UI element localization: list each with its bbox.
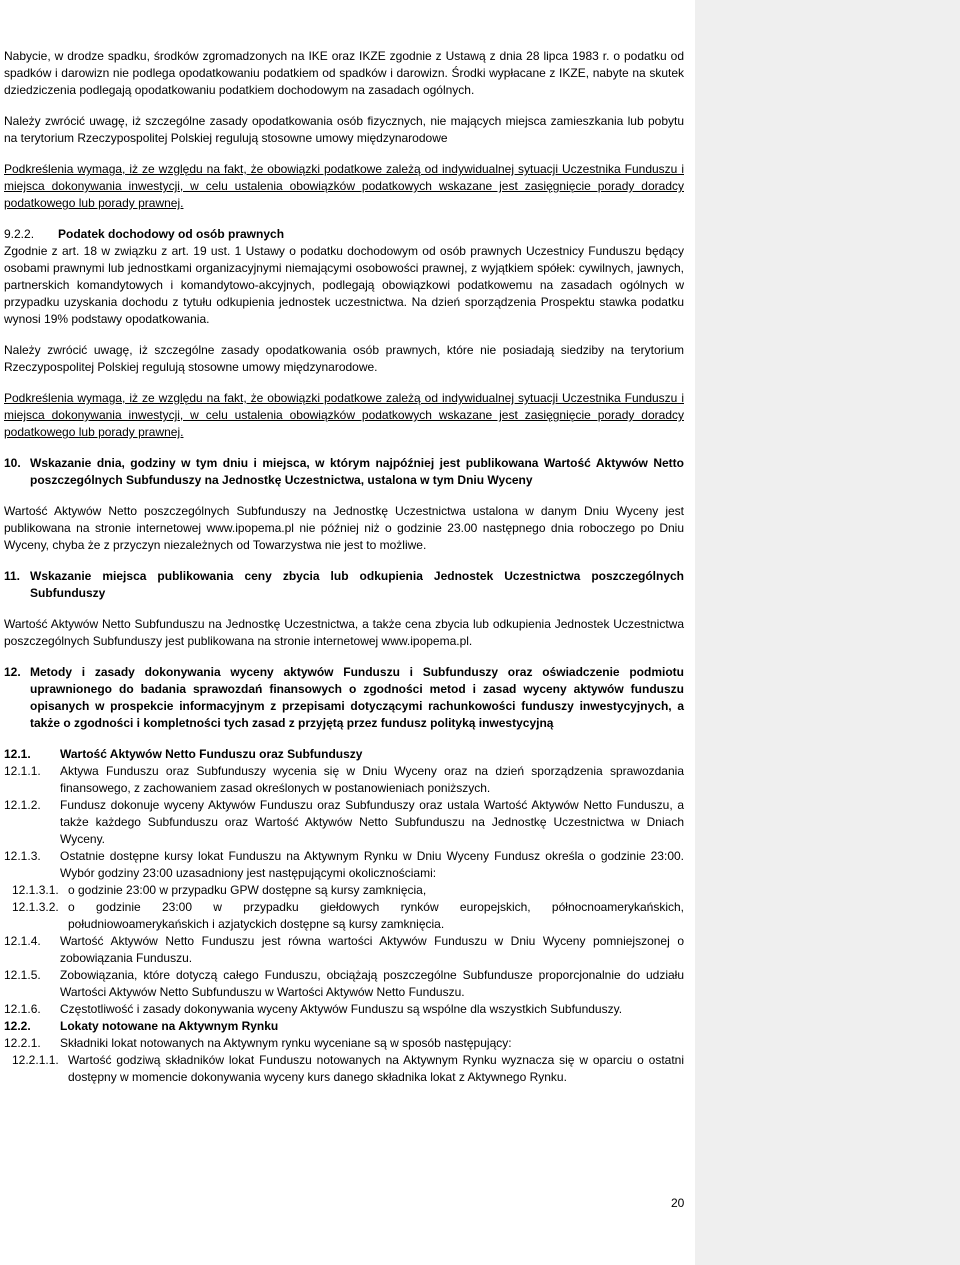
heading-title: Wskazanie dnia, godziny w tym dniu i miejsca, w którym najpóźniej jest publikowana Wartość Aktywów Netto poszczególnych Subfunduszy na Jednostkę Uczestnictwa, ustalona w tym Dniu Wyceny xyxy=(30,456,684,487)
list-item-number: 12.1.5. xyxy=(4,968,41,982)
list-item-number: 12.2.1. xyxy=(4,1036,41,1050)
paragraph-price-publication: Wartość Aktywów Netto Subfunduszu na Jednostkę Uczestnictwa, a także cena zbycia lub odkupienia Jednostek Uczestnictwa poszczególnych Subfunduszy jest publikowana na stronie internetowej www.ipopema.pl. xyxy=(4,617,684,648)
list-item xyxy=(4,1018,684,1035)
list-item xyxy=(4,848,684,882)
list-item-text: Fundusz dokonuje wyceny Aktywów Funduszu oraz Subfunduszy oraz ustala Wartość Aktywów Netto Funduszu, a także każdego Subfunduszu oraz Wartość Aktywów Netto Subfunduszu na Jednostkę Uczestnictwa w Dniach Wyceny. xyxy=(60,798,684,846)
heading-title: Podatek dochodowy od osób prawnych xyxy=(58,227,285,241)
paragraph-tax-advice-2: Podkreślenia wymaga, iż ze względu na fakt, że obowiązki podatkowe zależą od indywidualnej sytuacji Uczestnika Funduszu i miejsca dokonywania inwestycji, w celu ustalenia obowiązków podatkowych wskazane jest zasięgnięcie porady doradcy podatkowego lub porady prawnej. xyxy=(4,391,684,439)
paragraph-tax-advice-1: Podkreślenia wymaga, iż ze względu na fakt, że obowiązki podatkowe zależą od indywidualnej sytuacji Uczestnika Funduszu i miejsca dokonywania inwestycji, w celu ustalenia obowiązków podatkowych wskazane jest zasięgnięcie porady doradcy podatkowego lub porady prawnej. xyxy=(4,162,684,210)
list-item xyxy=(4,899,684,933)
list-item-number: 12.1.4. xyxy=(4,934,41,948)
list-item-text: Ostatnie dostępne kursy lokat Funduszu na Aktywnym Rynku w Dniu Wyceny Fundusz określa o godzinie 23:00. Wybór godziny 23:00 uzasadniony jest następującymi okolicznościami: xyxy=(60,849,684,880)
list-item-text: o godzinie 23:00 w przypadku GPW dostępne są kursy zamknięcia, xyxy=(68,883,427,897)
list-item-text: Wartość Aktywów Netto Funduszu oraz Subfunduszy xyxy=(60,747,363,761)
list-item-text: Lokaty notowane na Aktywnym Rynku xyxy=(60,1019,279,1033)
heading-11 xyxy=(4,568,684,602)
list-item xyxy=(4,1001,684,1018)
list-item xyxy=(4,763,684,797)
list-item xyxy=(4,1035,684,1052)
heading-number: 10. xyxy=(4,456,21,470)
heading-title: Wskazanie miejsca publikowania ceny zbycia lub odkupienia Jednostek Uczestnictwa poszczególnych Subfunduszy xyxy=(30,569,684,600)
paragraph-foreign-individuals: Należy zwrócić uwagę, iż szczególne zasady opodatkowania osób fizycznych, nie mających miejsca zamieszkania lub pobytu na terytorium Rzeczypospolitej Polskiej regulują stosowne umowy międzynarodowe xyxy=(4,114,684,145)
list-item-text: Składniki lokat notowanych na Aktywnym rynku wyceniane są w sposób następujący: xyxy=(60,1036,512,1050)
list-item xyxy=(4,1052,684,1086)
list-item xyxy=(4,882,684,899)
page-number: 20 xyxy=(671,1196,685,1210)
list-item-text: Wartość Aktywów Netto Funduszu jest równa wartości Aktywów Funduszu w Dniu Wyceny pomniejszonej o zobowiązania Funduszu. xyxy=(60,934,684,965)
heading-number: 9.2.2. xyxy=(4,227,35,241)
list-item-text: Aktywa Funduszu oraz Subfunduszy wycenia się w Dniu Wyceny oraz na dzień sporządzenia sprawozdania finansowego, z zachowaniem zasad określonych w postanowieniach poniższych. xyxy=(60,764,684,795)
list-item-number: 12.1. xyxy=(4,747,31,761)
list-item-number: 12.2.1.1. xyxy=(12,1053,59,1067)
list-item-number: 12.1.3.1. xyxy=(12,883,59,897)
comment-sidebar xyxy=(695,0,960,1265)
heading-9-2-2 xyxy=(4,226,684,243)
list-item-number: 12.1.2. xyxy=(4,798,41,812)
list-item-number: 12.1.6. xyxy=(4,1002,41,1016)
list-item xyxy=(4,967,684,1001)
heading-title: Metody i zasady dokonywania wyceny aktywów Funduszu i Subfunduszy oraz oświadczenie podmiotu uprawnionego do badania sprawozdań finansowych o zgodności metod i zasad wyceny aktywów funduszu opisanych w prospekcie informacyjnym z przepisami dotyczącymi rachunkowości funduszy inwestycyjnych, a także o zgodności i kompletności tych zasad z przyjętą przez fundusz polityką inwestycyjną xyxy=(30,665,684,730)
paragraph-inheritance: Nabycie, w drodze spadku, środków zgromadzonych na IKE oraz IKZE zgodnie z Ustawą z dnia 28 lipca 1983 r. o podatku od spadków i darowizn nie podlega opodatkowaniu podatkiem od spadków i darowizn. Środki wypłacane z IKZE, nabyte na skutek dziedziczenia podlegają opodatkowaniu podatkiem dochodowym na zasadach ogólnych. xyxy=(4,49,684,97)
document-body xyxy=(4,48,684,1086)
list-item xyxy=(4,797,684,848)
list-item-text: Wartość godziwą składników lokat Funduszu notowanych na Aktywnym Rynku wyznacza się w oparciu o ostatni dostępny w momencie dokonywania wyceny kurs danego składnika lokat z Aktywnego Rynku. xyxy=(68,1053,684,1084)
paragraph-foreign-entities: Należy zwrócić uwagę, iż szczególne zasady opodatkowania osób prawnych, które nie posiadają siedziby na terytorium Rzeczypospolitej Polskiej regulują stosowne umowy międzynarodowe. xyxy=(4,343,684,374)
list-item-number: 12.1.1. xyxy=(4,764,41,778)
list-item-text: Zobowiązania, które dotyczą całego Funduszu, obciążają poszczególne Subfundusze proporcjonalnie do udziału Wartości Aktywów Netto Subfunduszu w Wartości Aktywów Netto Funduszu. xyxy=(60,968,684,999)
heading-10 xyxy=(4,455,684,489)
heading-number: 11. xyxy=(4,569,21,583)
list-item xyxy=(4,746,684,763)
heading-12 xyxy=(4,664,684,732)
list-item-number: 12.2. xyxy=(4,1019,31,1033)
numbered-list xyxy=(4,746,684,1086)
paragraph-nav-publication: Wartość Aktywów Netto poszczególnych Subfunduszy na Jednostkę Uczestnictwa ustalona w danym Dniu Wyceny jest publikowana na stronie internetowej www.ipopema.pl nie później niż o godzinie 23.00 następnego dnia roboczego po Dniu Wyceny, chyba że z przyczyn niezależnych od Towarzystwa nie jest to możliwe. xyxy=(4,504,684,552)
list-item-text: Częstotliwość i zasady dokonywania wyceny Aktywów Funduszu są wspólne dla wszystkich Subfunduszy. xyxy=(60,1002,623,1016)
list-item-number: 12.1.3. xyxy=(4,849,41,863)
paragraph-cit: Zgodnie z art. 18 w związku z art. 19 ust. 1 Ustawy o podatku dochodowym od osób prawnych Uczestnicy Funduszu będący osobami prawnymi lub jednostkami organizacyjnymi niemającymi osobowości prawnej, z wyjątkiem spółek: cywilnych, jawnych, partnerskich komandytowych i komandytowo-akcyjnych, podlegają obowiązkowi podatkowemu na zasadach ogólnych w przypadku uzyskania dochodu z tytułu odkupienia jednostek uczestnictwa. Na dzień sporządzenia Prospektu stawka podatku wynosi 19% podstawy opodatkowania. xyxy=(4,244,684,326)
list-item xyxy=(4,933,684,967)
list-item-text: o godzinie 23:00 w przypadku giełdowych rynków europejskich, północnoamerykańskich, południowoamerykańskich i azjatyckich dostępne są kursy zamknięcia. xyxy=(68,900,684,931)
heading-number: 12. xyxy=(4,665,21,679)
list-item-number: 12.1.3.2. xyxy=(12,900,59,914)
